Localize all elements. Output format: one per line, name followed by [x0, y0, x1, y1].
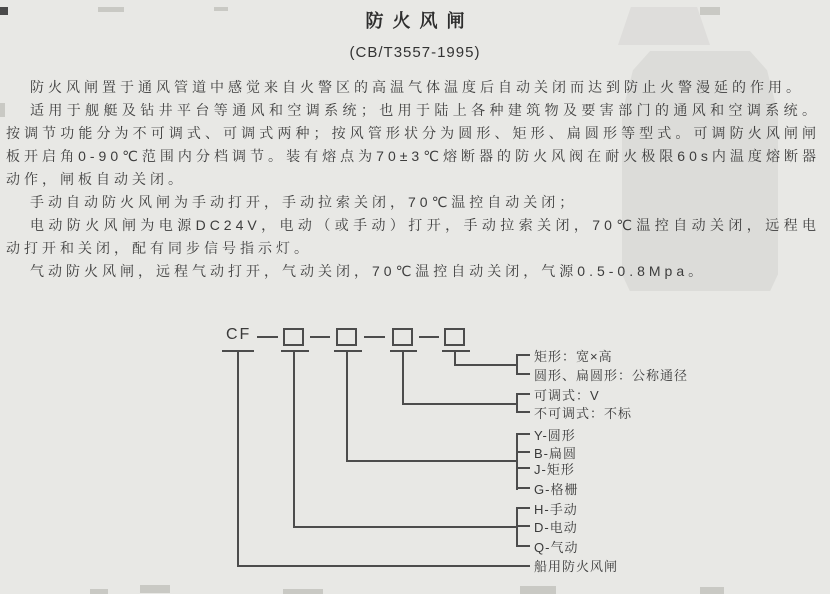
body-paragraph: 适用于舰艇及钻井平台等通风和空调系统；也用于陆上各种建筑物及要害部门的通风和空调系统。按调节功能分为不可调式、可调式两种；按风管形状分为圆形、矩形、扁圆形等型式。可调防火风闸闸板开启角0-90℃范围内分档调节。装有熔点为70±3℃熔断器的防火风阀在耐火极限60s内温度熔断器动作，闸板自动关闭。: [6, 102, 820, 187]
connector-line: [402, 403, 518, 405]
code-dash: [364, 336, 385, 338]
connector-line: [293, 352, 295, 528]
code-label: 船用防火风闸: [534, 559, 619, 574]
bracket-tick: [516, 411, 530, 413]
bracket-tick: [516, 433, 530, 435]
field-underline: [334, 350, 362, 352]
code-box-2: [336, 328, 357, 346]
bracket-tick: [516, 451, 530, 453]
bracket-tick: [516, 507, 530, 509]
connector-line: [237, 565, 530, 567]
bracket-tick: [516, 487, 530, 489]
code-label: Q-气动: [534, 540, 579, 555]
bracket-tick: [516, 545, 530, 547]
field-underline: [442, 350, 470, 352]
bracket-line: [516, 433, 518, 490]
code-label: 不可调式：不标: [534, 406, 633, 421]
code-box-3: [392, 328, 413, 346]
standard-number: (CB/T3557-1995): [349, 44, 481, 61]
connector-line: [402, 352, 404, 405]
code-dash: [419, 336, 439, 338]
bracket-tick: [516, 467, 530, 469]
code-label: J-矩形: [534, 462, 575, 477]
code-label: Y-圆形: [534, 428, 576, 443]
connector-line: [346, 460, 518, 462]
connector-line: [293, 526, 518, 528]
code-box-1: [283, 328, 304, 346]
field-underline: [281, 350, 309, 352]
bracket-line: [516, 354, 518, 375]
bracket-line: [516, 393, 518, 413]
bracket-tick: [516, 525, 530, 527]
bracket-line: [516, 507, 518, 547]
model-code-diagram: [0, 323, 830, 589]
body-text: [0, 76, 830, 283]
code-label: 圆形、扁圆形：公称通径: [534, 368, 689, 383]
code-label: 矩形：宽×高: [534, 349, 613, 364]
code-dash: [257, 336, 278, 338]
page-title: 防火风闸: [365, 11, 474, 31]
connector-line: [237, 352, 239, 567]
bracket-tick: [516, 393, 530, 395]
code-label: D-电动: [534, 520, 578, 535]
code-prefix: CF: [226, 326, 252, 343]
code-label: G-格栅: [534, 482, 579, 497]
body-paragraph: 防火风闸置于通风管道中感觉来自火警区的高温气体温度后自动关闭而达到防止火警漫延的作用。: [30, 79, 804, 95]
code-dash: [310, 336, 330, 338]
bracket-tick: [516, 354, 530, 356]
scan-artifact: [283, 589, 323, 594]
scan-artifact: [90, 589, 108, 594]
body-paragraph: 气动防火风闸，远程气动打开，气动关闭，70℃温控自动关闭，气源0.5-0.8Mpa。: [30, 263, 707, 279]
body-paragraph: 手动自动防火风闸为手动打开，手动拉索关闭，70℃温控自动关闭；: [30, 194, 578, 210]
body-paragraph: 电动防火风闸为电源DC24V，电动（或手动）打开，手动拉索关闭，70℃温控自动关闭，远程电动打开和关闭，配有同步信号指示灯。: [6, 217, 820, 256]
bracket-tick: [516, 373, 530, 375]
code-label: B-扁圆: [534, 446, 578, 461]
code-box-4: [444, 328, 465, 346]
code-label: 可调式：V: [534, 388, 600, 403]
code-label: H-手动: [534, 502, 578, 517]
connector-line: [454, 364, 518, 366]
connector-line: [346, 352, 348, 462]
